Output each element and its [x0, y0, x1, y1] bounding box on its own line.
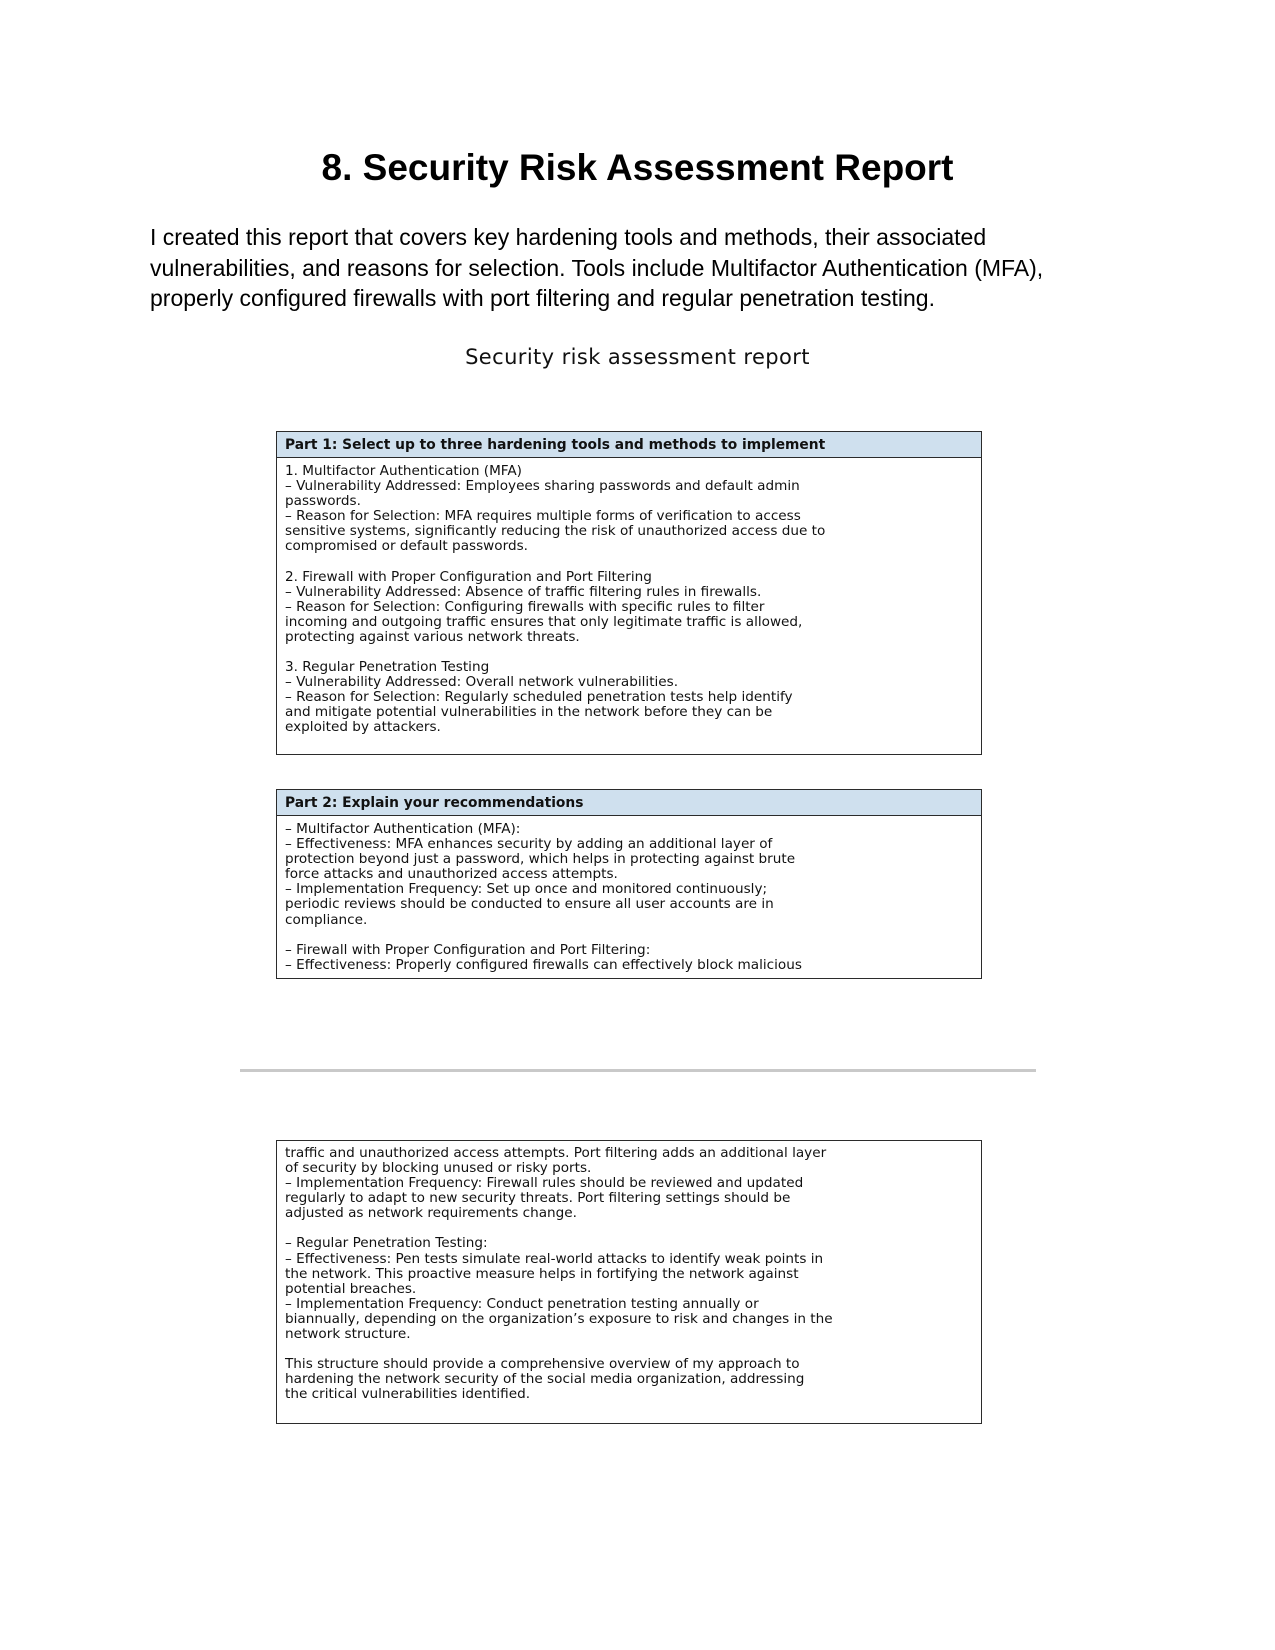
- part2-line: – Implementation Frequency: Set up once and monitored continuously;: [285, 881, 768, 898]
- part1-line: – Vulnerability Addressed: Employees sharing passwords and default admin: [285, 478, 800, 495]
- part2-line: hardening the network security of the social media organization, addressing: [285, 1371, 805, 1388]
- part1-line: protecting against various network threats.: [285, 628, 580, 645]
- part1-line: 3. Regular Penetration Testing: [285, 659, 490, 676]
- part2-line: traffic and unauthorized access attempts. Port filtering adds an additional layer: [285, 1145, 827, 1161]
- part2-box: [276, 789, 982, 979]
- part2-line: – Implementation Frequency: Firewall rules should be reviewed and updated: [285, 1175, 804, 1192]
- part2-line: network structure.: [285, 1326, 411, 1343]
- part1-line: – Vulnerability Addressed: Absence of traffic filtering rules in firewalls.: [285, 583, 762, 600]
- part1-line: and mitigate potential vulnerabilities in the network before they can be: [285, 704, 773, 721]
- part1-line: passwords.: [285, 493, 361, 510]
- part1-line: 2. Firewall with Proper Configuration and Port Filtering: [285, 568, 652, 585]
- part2-line: of security by blocking unused or risky ports.: [285, 1160, 592, 1177]
- part2-line: compliance.: [285, 911, 368, 928]
- part2-line: the network. This proactive measure helps in fortifying the network against: [285, 1265, 799, 1282]
- part1-line: – Reason for Selection: MFA requires multiple forms of verification to access: [285, 508, 801, 525]
- part2-line: – Effectiveness: Pen tests simulate real-world attacks to identify weak points in: [285, 1250, 824, 1267]
- intro-line: properly configured firewalls with port filtering and regular penetration testing.: [150, 285, 935, 311]
- part2-line: – Multifactor Authentication (MFA):: [285, 821, 521, 837]
- part1-line: sensitive systems, significantly reducing the risk of unauthorized access due to: [285, 523, 826, 540]
- part2-line: – Regular Penetration Testing:: [285, 1235, 488, 1252]
- part2-line: regularly to adapt to new security threats. Port filtering settings should be: [285, 1190, 791, 1207]
- part2-line: the critical vulnerabilities identified.: [285, 1386, 531, 1403]
- part1-line: – Reason for Selection: Configuring firewalls with specific rules to filter: [285, 598, 765, 615]
- part2-line: adjusted as network requirements change.: [285, 1205, 577, 1222]
- part2-line: – Implementation Frequency: Conduct penetration testing annually or: [285, 1295, 759, 1312]
- part2-continued-box: [276, 1140, 982, 1424]
- part2-line: protection beyond just a password, which helps in protecting against brute: [285, 851, 796, 868]
- part2-line: This structure should provide a comprehensive overview of my approach to: [285, 1356, 800, 1373]
- part2-line: periodic reviews should be conducted to ensure all user accounts are in: [285, 896, 774, 913]
- part1-line: – Reason for Selection: Regularly scheduled penetration tests help identify: [285, 689, 793, 706]
- part2-line: biannually, depending on the organization’s exposure to risk and changes in the: [285, 1310, 833, 1327]
- part1-line: exploited by attackers.: [285, 719, 441, 736]
- part1-line: 1. Multifactor Authentication (MFA): [285, 463, 522, 479]
- embedded-report-title: Security risk assessment report: [465, 345, 810, 369]
- part2-line: – Effectiveness: Properly configured firewalls can effectively block malicious: [285, 956, 802, 973]
- part1-line: – Vulnerability Addressed: Overall network vulnerabilities.: [285, 674, 679, 691]
- part1-line: incoming and outgoing traffic ensures that only legitimate traffic is allowed,: [285, 613, 803, 630]
- part2-line: – Firewall with Proper Configuration and Port Filtering:: [285, 941, 651, 958]
- part2-header: Part 2: Explain your recommendations: [277, 790, 981, 816]
- page-title: 8. Security Risk Assessment Report: [321, 147, 954, 188]
- part1-header: Part 1: Select up to three hardening tools and methods to implement: [277, 432, 981, 458]
- page-divider: [240, 1069, 1036, 1072]
- part1-line: compromised or default passwords.: [285, 538, 529, 555]
- intro-line: vulnerabilities, and reasons for selection. Tools include Multifactor Authentication (MFA),: [150, 254, 1044, 281]
- part2-body: [277, 816, 981, 973]
- intro-paragraph: [150, 222, 1050, 314]
- part1-box: [276, 431, 982, 755]
- part2-line: potential breaches.: [285, 1280, 417, 1297]
- part1-body: [277, 458, 981, 736]
- part2-line: force attacks and unauthorized access attempts.: [285, 866, 618, 883]
- part2-line: – Effectiveness: MFA enhances security by adding an additional layer of: [285, 836, 773, 853]
- intro-line: I created this report that covers key hardening tools and methods, their associated: [150, 224, 987, 250]
- part2-continued-body: [277, 1141, 981, 1402]
